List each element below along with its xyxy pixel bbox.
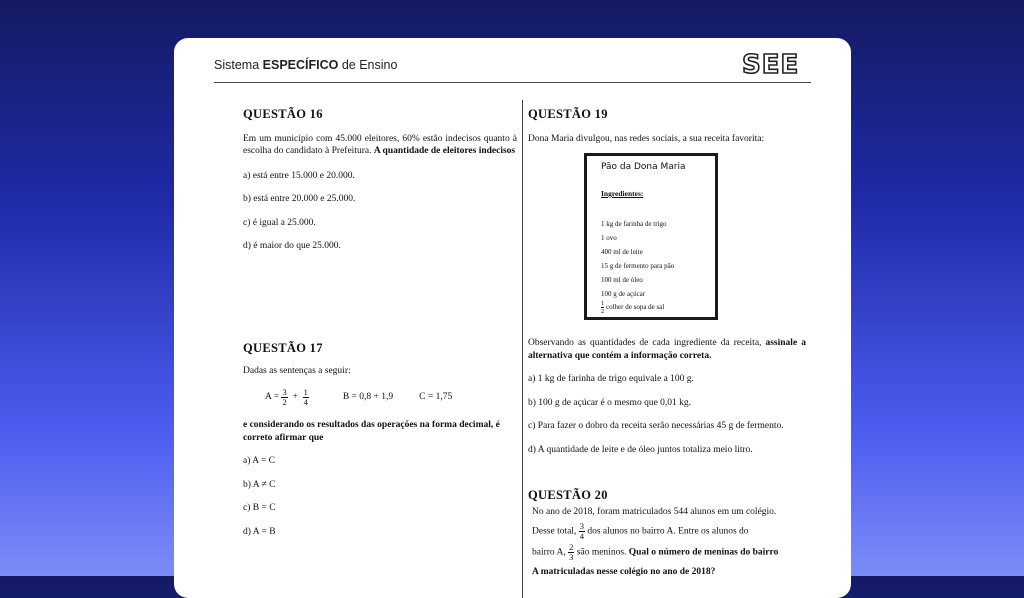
- question-line: bairro A, $\frac{2}{3}$ são meninos. Qual o número de meninas do bairro: [532, 542, 779, 562]
- fraction: $\frac{3}{2}$: [282, 386, 287, 407]
- ingredient: 1 kg de farinha de trigo: [601, 220, 667, 228]
- question-intro: Dona Maria divulgou, nas redes sociais, a sua receita favorita:: [528, 133, 765, 144]
- header-divider: [214, 82, 811, 83]
- option-b: b) está entre 20.000 e 25.000.: [243, 194, 356, 204]
- recipe-subtitle: Ingredientes:: [601, 189, 644, 198]
- question-title: QUESTÃO 20: [528, 488, 608, 502]
- question-19-body: [528, 337, 806, 456]
- option-b: b) 100 g de açúcar é o mesmo que 0,01 kg.: [528, 397, 692, 408]
- recipe-card: [584, 153, 718, 320]
- question-17: [243, 342, 517, 538]
- question-text: e considerando os resultados das operações na forma decimal, é correto afirmar que: [243, 420, 500, 443]
- option-d: d) A quantidade de leite e de óleo juntos totaliza meio litro.: [528, 444, 753, 455]
- option-a: a) está entre 15.000 e 20.000.: [243, 170, 355, 181]
- option-c: c) Para fazer o dobro da receita serão necessárias 45 g de fermento.: [528, 421, 784, 431]
- option-d: d) é maior do que 25.000.: [243, 241, 341, 251]
- ingredient: $\frac{1}{2}$ colher de sopa de sal: [601, 300, 665, 315]
- column-divider: [522, 100, 523, 598]
- question-text: Em um município com 45.000 eleitores, 60% estão indecisos quanto à escolha do candidato à Prefeitura. A quantidade de eleitores indecisos: [243, 133, 517, 156]
- ingredient: 1 ovo: [601, 234, 617, 242]
- header-title: Sistema ESPECÍFICO de Ensino: [214, 58, 398, 72]
- see-logo: [742, 48, 812, 78]
- exam-page: [174, 38, 851, 598]
- question-title: QUESTÃO 19: [528, 107, 608, 121]
- question-title: QUESTÃO 16: [243, 107, 323, 121]
- option-d: d) A = B: [243, 526, 276, 537]
- fraction: $\frac{3}{4}$: [579, 521, 584, 541]
- option-c: c) é igual a 25.000.: [243, 217, 316, 228]
- fraction: $\frac{2}{3}$: [569, 542, 574, 562]
- question-line: A matriculadas nesse colégio no ano de 2018?: [532, 567, 716, 577]
- question-line: No ano de 2018, foram matriculados 544 alunos em um colégio.: [532, 506, 777, 517]
- ingredient: 400 ml de leite: [601, 248, 643, 256]
- option-c: c) B = C: [243, 503, 276, 513]
- svg-text:SEE: SEE: [742, 50, 800, 78]
- ingredient: 100 ml de óleo: [601, 276, 643, 284]
- ingredient: 15 g de fermento para pão: [601, 262, 675, 270]
- option-a: a) 1 kg de farinha de trigo equivale a 100 g.: [528, 374, 694, 384]
- option-a: a) A = C: [243, 456, 276, 466]
- fraction: $\frac{1}{4}$: [303, 386, 308, 407]
- question-line: Desse total, $\frac{3}{4}$ dos alunos no bairro A. Entre os alunos do: [532, 521, 749, 541]
- question-text: Observando as quantidades de cada ingrediente da receita, assinale a alternativa que contém a informação correta.: [528, 338, 806, 361]
- question-intro: Dadas as sentenças a seguir:: [243, 365, 351, 376]
- recipe-title: Pão da Dona Maria: [601, 162, 686, 172]
- expressions: A = $\frac{3}{2}$ + $\frac{1}{4}$ B = 0,8 + 1,9 C = 1,75: [265, 386, 453, 407]
- option-b: b) A ≠ C: [243, 479, 276, 490]
- ingredient: 100 g de açúcar: [601, 290, 646, 298]
- question-16: [243, 108, 517, 253]
- question-title: QUESTÃO 17: [243, 341, 323, 355]
- question-20: [528, 489, 806, 579]
- fraction: $\frac{1}{2}$: [601, 300, 605, 315]
- question-19: [528, 108, 806, 145]
